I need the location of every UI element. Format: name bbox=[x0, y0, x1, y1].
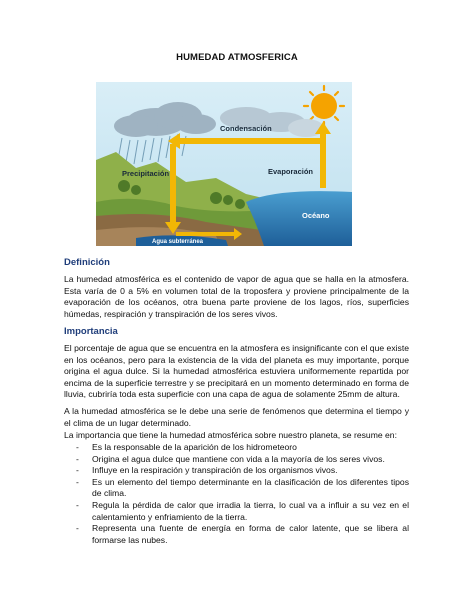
list-item: - Origina el agua dulce que mantiene con vida a la mayoría de los seres vivos. bbox=[76, 453, 385, 464]
paragraph-definicion: La humedad atmosférica es el contenido de vapor de agua que se halla en la atmosfera. Esta varía de 0 a 5% en volumen total de la troposfera y proviene principalmente de la evaporación de los océanos, otra buena parte proviene de los lagos, ríos, superficies húmedas, respiración y transpiración de los seres vivos. bbox=[64, 274, 409, 319]
ocean bbox=[246, 191, 352, 246]
list-item: - Regula la pérdida de calor que irradia la tierra, lo cual va a influir a su vez en el calentamiento y enfriamiento de la tierra. bbox=[76, 499, 409, 522]
label-agua-subterranea: Agua subterránea bbox=[152, 239, 204, 245]
paragraph-importancia-2: A la humedad atmosférica se le debe una serie de fenómenos que determina el tiempo y el clima de un lugar determinado. bbox=[64, 406, 409, 428]
label-precipitacion: Precipitación bbox=[122, 169, 170, 178]
section-heading-definicion: Definición bbox=[64, 257, 110, 268]
water-cycle-illustration bbox=[96, 82, 352, 246]
importance-list bbox=[64, 442, 409, 546]
document-title: HUMEDAD ATMOSFERICA bbox=[176, 52, 298, 63]
list-item: - Es la responsable de la aparición de los hidrometeoro bbox=[76, 442, 297, 452]
list-item: - Representa una fuente de energía en forma de calor latente, que se libera al formarse las nubes. bbox=[76, 523, 409, 545]
list-item: - Es un elemento del tiempo determinante en la clasificación de los diferentes tipos de clima. bbox=[76, 476, 409, 499]
paragraph-importancia-1: El porcentaje de agua que se encuentra en la atmosfera es insignificante con el que existe en los océanos, pero para la existencia de la vida del planeta es muy importante, porque origina el agua dulce. Si la humedad atmosférica estuviera uniformemente repartida por encima de la superficie terrestre y se precipitará en un momento determinado en forma de lluvia, cubriría toda esta superficie con una capa de agua de solamente 25mm de altura. bbox=[64, 343, 409, 400]
label-oceano: Océano bbox=[302, 211, 330, 220]
list-item: - Influye en la respiración y transpiración de los organismos vivos. bbox=[76, 465, 338, 476]
label-evaporacion: Evaporación bbox=[268, 167, 314, 176]
label-condensacion: Condensación bbox=[220, 124, 272, 133]
section-heading-importancia: Importancia bbox=[64, 326, 118, 337]
paragraph-importancia-3: La importancia que tiene la humedad atmosférica sobre nuestro planeta, se resume en: bbox=[64, 430, 397, 440]
